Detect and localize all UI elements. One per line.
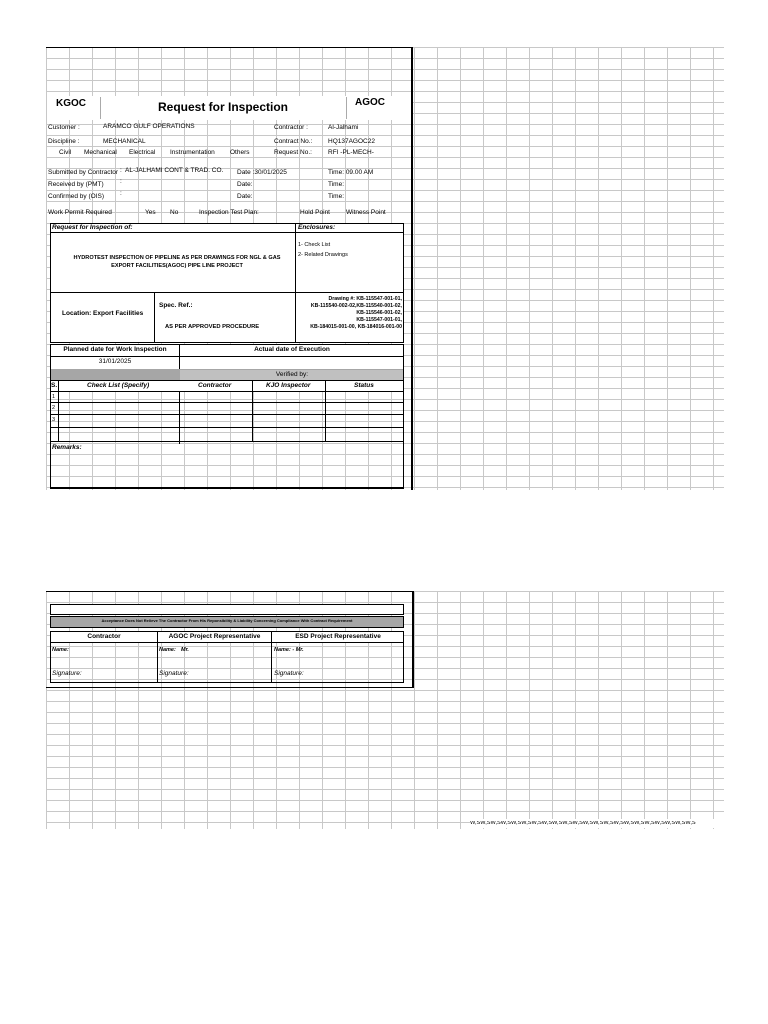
procedure: AS PER APPROVED PROCEDURE [165, 324, 260, 330]
drawing-line-3: KB-115546-001-02, [356, 310, 402, 316]
time-submitted: Time: 09.00 AM [328, 169, 374, 176]
description-line-1: HYDROTEST INSPECTION OF PIPELINE AS PER DRAWINGS FOR NGL & GAS [73, 255, 281, 261]
agoc-name-label: Name: [159, 647, 176, 653]
confirmed-time-label: Time: [328, 193, 345, 200]
submitted-value: AL-JALHAMI CONT & TRAD. CO. [125, 167, 224, 174]
contractor-value: Al-Jalhami [328, 124, 359, 131]
esd-signature-label: Signature: [274, 670, 304, 677]
enclosure-1: 1- Check List [298, 242, 331, 248]
kgoc-logo-text: KGOC [56, 98, 86, 109]
discipline-mechanical: Mechanical [84, 149, 117, 156]
verified-by: Verified by: [275, 371, 309, 378]
contractor-col: Contractor [87, 633, 121, 640]
status-header: Status [354, 382, 374, 389]
received-colon: : [120, 178, 122, 185]
confirmed-label: Confirmed by (OIS) [48, 193, 104, 200]
row-number-3: 3 [52, 417, 56, 423]
contractor-divider [252, 380, 253, 442]
row-number-2: 2 [52, 405, 56, 411]
drawing-line-4: KB-115547-001-01, [356, 317, 402, 323]
received-date-label: Date: [237, 181, 253, 188]
sn-header: S. [51, 382, 58, 389]
contractor-signature-label: Signature: [52, 670, 82, 677]
actual-date-label: Actual date of Execution [254, 346, 330, 353]
rfi-enclosure-divider [295, 223, 296, 293]
planned-date-label: Planned date for Work Inspection [63, 346, 167, 353]
page-top-border [46, 47, 413, 48]
esd-col: ESD Project Representative [295, 633, 381, 640]
page2-right-border [412, 591, 414, 688]
disclaimer: Acceptance Does Not Relieve The Contractor From His Reponsibility & Liability Concerning Compliance With Contract Requirement [101, 618, 353, 623]
hold-point: Hold Point [300, 209, 330, 216]
remarks-label: Remarks: [52, 444, 82, 451]
agoc-logo-text: AGOC [355, 97, 385, 108]
received-label: Received by (PMT) [48, 181, 104, 188]
no-option: No [170, 209, 179, 216]
agoc-col: AGOC Project Representative [168, 633, 261, 640]
page-right-border [411, 47, 413, 490]
contract-no-label: Contract No.: [274, 138, 313, 145]
rfi-mid-rule [50, 292, 404, 293]
sn-divider [58, 380, 59, 442]
rfi-location-divider [154, 292, 155, 343]
yes-option: Yes [145, 209, 156, 216]
drawing-line-1: Drawing #: KB-115547-001-01, [328, 296, 402, 302]
request-no-label: Request No.: [274, 149, 312, 156]
customer-value: ARAMCO GULF OPERATIONS [103, 123, 195, 130]
discipline-electrical: Electrical [129, 149, 156, 156]
page-title: Request for Inspection [158, 100, 289, 114]
drawing-line-5: KB-184015-001-00, KB-184016-001-00 [310, 324, 402, 330]
witness-point: Witness Point [346, 209, 386, 216]
agoc-signature-label: Signature: [159, 670, 189, 677]
row-rule-3 [50, 427, 404, 428]
planned-rule [50, 356, 404, 357]
rfi-header-rule [50, 232, 404, 233]
customer-label: Customer : [48, 124, 80, 131]
agoc-mr-label: Mr. [181, 647, 189, 653]
date-submitted: Date :30/01/2025 [237, 169, 287, 176]
discipline-label: Discipline : [48, 138, 80, 145]
drawing-line-2: KB-115540-002-02,KB-115540-001-02, [310, 303, 402, 309]
request-no-value: RFI -PL-MECH- [328, 149, 374, 156]
page2-blank-row [50, 604, 404, 615]
kjo-header: KJO Inspector [266, 382, 311, 389]
contract-no-value: HQ137AGOC22 [328, 138, 375, 145]
planned-divider [179, 344, 180, 444]
rfi-of-label: Request for Inspection of: [52, 224, 133, 231]
sw-row-text: W,SW,SW,SW,SW,SW,SW,SW,SW,SW,SW,SW,SW,SW,SW,SW,SW,SW,SW,SW,SW,SW,S [470, 821, 696, 826]
row-number-1: 1 [52, 394, 56, 400]
planned-date-value: 31/01/2025 [98, 358, 132, 365]
checklist-header-rule [50, 391, 404, 392]
page2-top-border [46, 591, 414, 592]
received-time-label: Time: [328, 181, 345, 188]
signature-header-rule [50, 642, 404, 643]
enclosure-2: 2- Related Drawings [298, 252, 348, 258]
page2-bottom-border [46, 687, 414, 688]
checklist-header: Check List (Specify) [87, 382, 150, 389]
submitted-label: Submitted by Contractor [48, 169, 119, 176]
discipline-instrumentation: Instrumentation [170, 149, 215, 156]
discipline-civil: Civil [59, 149, 72, 156]
contractor-name-label: Name: [52, 647, 69, 653]
row-rule-4 [50, 441, 404, 442]
contractor-header: Contractor [198, 382, 232, 389]
confirmed-colon: : [120, 190, 122, 197]
row-rule-1 [50, 402, 404, 403]
esd-name-label: Name: - Mr. [274, 647, 304, 653]
discipline-value: MECHANICAL [103, 138, 146, 145]
enclosures-label: Enclosures: [298, 224, 336, 231]
row-rule-2 [50, 414, 404, 415]
kjo-divider [325, 380, 326, 442]
submitted-colon: : [120, 167, 122, 174]
itp-label: Inspection Test Plan: [199, 209, 259, 216]
description-line-2: EXPORT FACILITIES(AGOC) PIPE LINE PROJECT [111, 263, 243, 269]
spec-ref-label: Spec. Ref.: [159, 302, 193, 309]
contractor-label: Contractor : [274, 124, 308, 131]
location: Location: Export Facilities [62, 310, 144, 317]
work-permit-label: Work Permit Required [48, 209, 112, 216]
checklist-header-top-rule [50, 380, 404, 381]
confirmed-date-label: Date: [237, 193, 253, 200]
discipline-others: Others [230, 149, 250, 156]
